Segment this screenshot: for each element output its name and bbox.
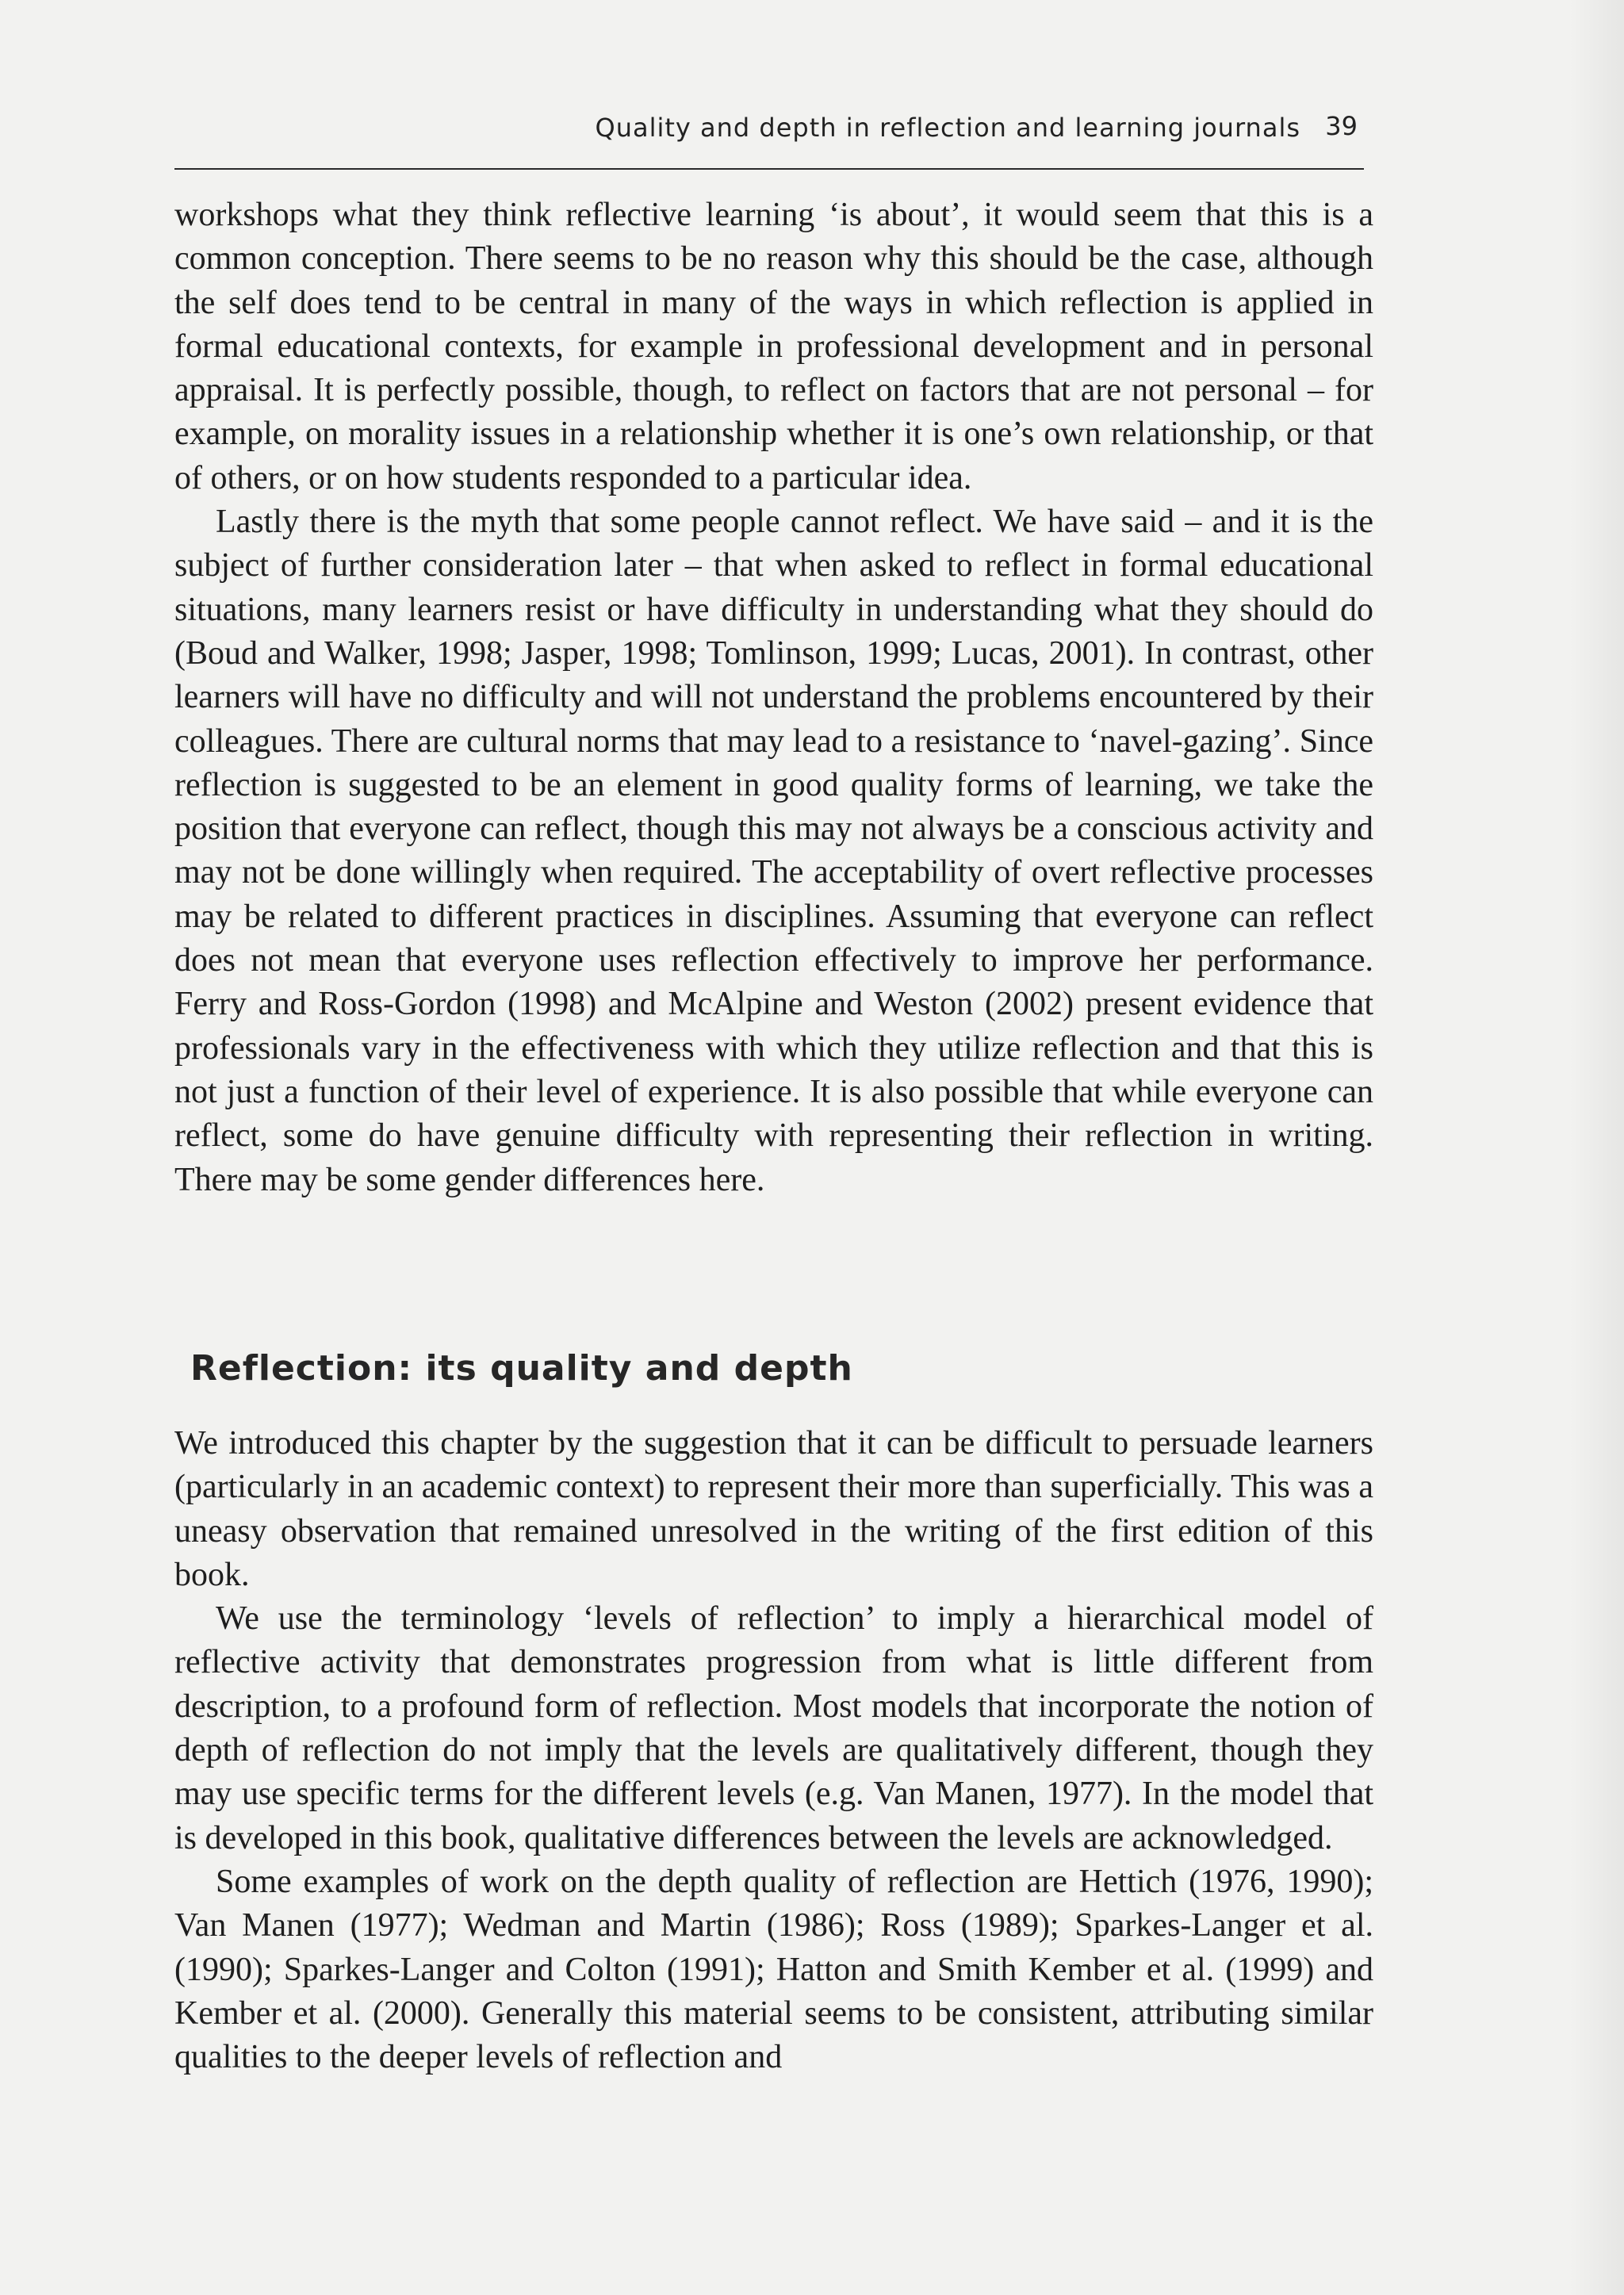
paragraph-examples: Some examples of work on the depth quality of reflection are Hettich (1976, 1990); Van Manen (1977); Wedman and Martin (1986); Ross (1989); Sparkes-Langer et al. (1990); Sparkes-Langer and Colton (1991); Hatton and Smith Kember et al. (1999) and Kember et al. (2000). Generally this material seems to be consistent, attributing similar qualities to the deeper levels of reflection and <box>174 1863 1373 2076</box>
section-heading: Reflection: its quality and depth <box>190 1348 853 1389</box>
section-2-body <box>174 1422 1373 2079</box>
scan-edge-shadow <box>1568 0 1624 2295</box>
page-number: 39 <box>1325 111 1358 141</box>
paragraph-continued: workshops what they think reflective learning ‘is about’, it would seem that this is a common conception. There seems to be no reason why this should be the case, although the self does tend to be central in many of the ways in which reflection is applied in formal educational contexts, for example in professional development and in personal appraisal. It is perfectly possible, though, to reflect on factors that are not personal – for example, on morality issues in a relationship whether it is one’s own relationship, or that of others, or on how students responded to a particular idea. <box>174 197 1373 496</box>
section-1-body <box>174 193 1373 1202</box>
paragraph-levels: We use the terminology ‘levels of reflection’ to imply a hierarchical model of reflective activity that demonstrates progression from what is little different from description, to a profound form of reflection. Most models that incorporate the notion of depth of reflection do not imply that the levels are qualitatively different, though they may use specific terms for the different levels (e.g. Van Manen, 1977). In the model that is developed in this book, qualitative differences between the levels are acknowledged. <box>174 1600 1373 1856</box>
paragraph-intro: We introduced this chapter by the suggestion that it can be difficult to persuade learners (particularly in an academic context) to represent their more than superficially. This was a uneasy observation that remained unresolved in the writing of the first edition of this book. <box>174 1425 1373 1593</box>
running-title: Quality and depth in reflection and learning journals <box>595 113 1300 143</box>
paragraph-myth: Lastly there is the myth that some people cannot reflect. We have said – and it is the subject of further consideration later – that when asked to reflect in formal educational situations, many learners resist or have difficulty in understanding what they should do (Boud and Walker, 1998; Jasper, 1998; Tomlinson, 1999; Lucas, 2001). In contrast, other learners will have no difficulty and will not understand the problems encountered by their colleagues. There are cultural norms that may lead to a resistance to ‘navel-gazing’. Since reflection is suggested to be an element in good quality forms of learning, we take the position that everyone can reflect, though this may not always be a conscious activity and may not be done willingly when required. The acceptability of overt reflective processes may be related to different practices in disciplines. Assuming that everyone can reflect does not mean that everyone uses reflection effectively to improve her performance. Ferry and Ross-Gordon (1998) and McAlpine and Weston (2002) present evidence that professionals vary in the effectiveness with which they utilize reflection and that this is not just a function of their level of experience. It is also possible that while everyone can reflect, some do have genuine difficulty with representing their reflection in writing. There may be some gender differences here. <box>174 504 1373 1198</box>
running-head <box>174 103 1364 170</box>
